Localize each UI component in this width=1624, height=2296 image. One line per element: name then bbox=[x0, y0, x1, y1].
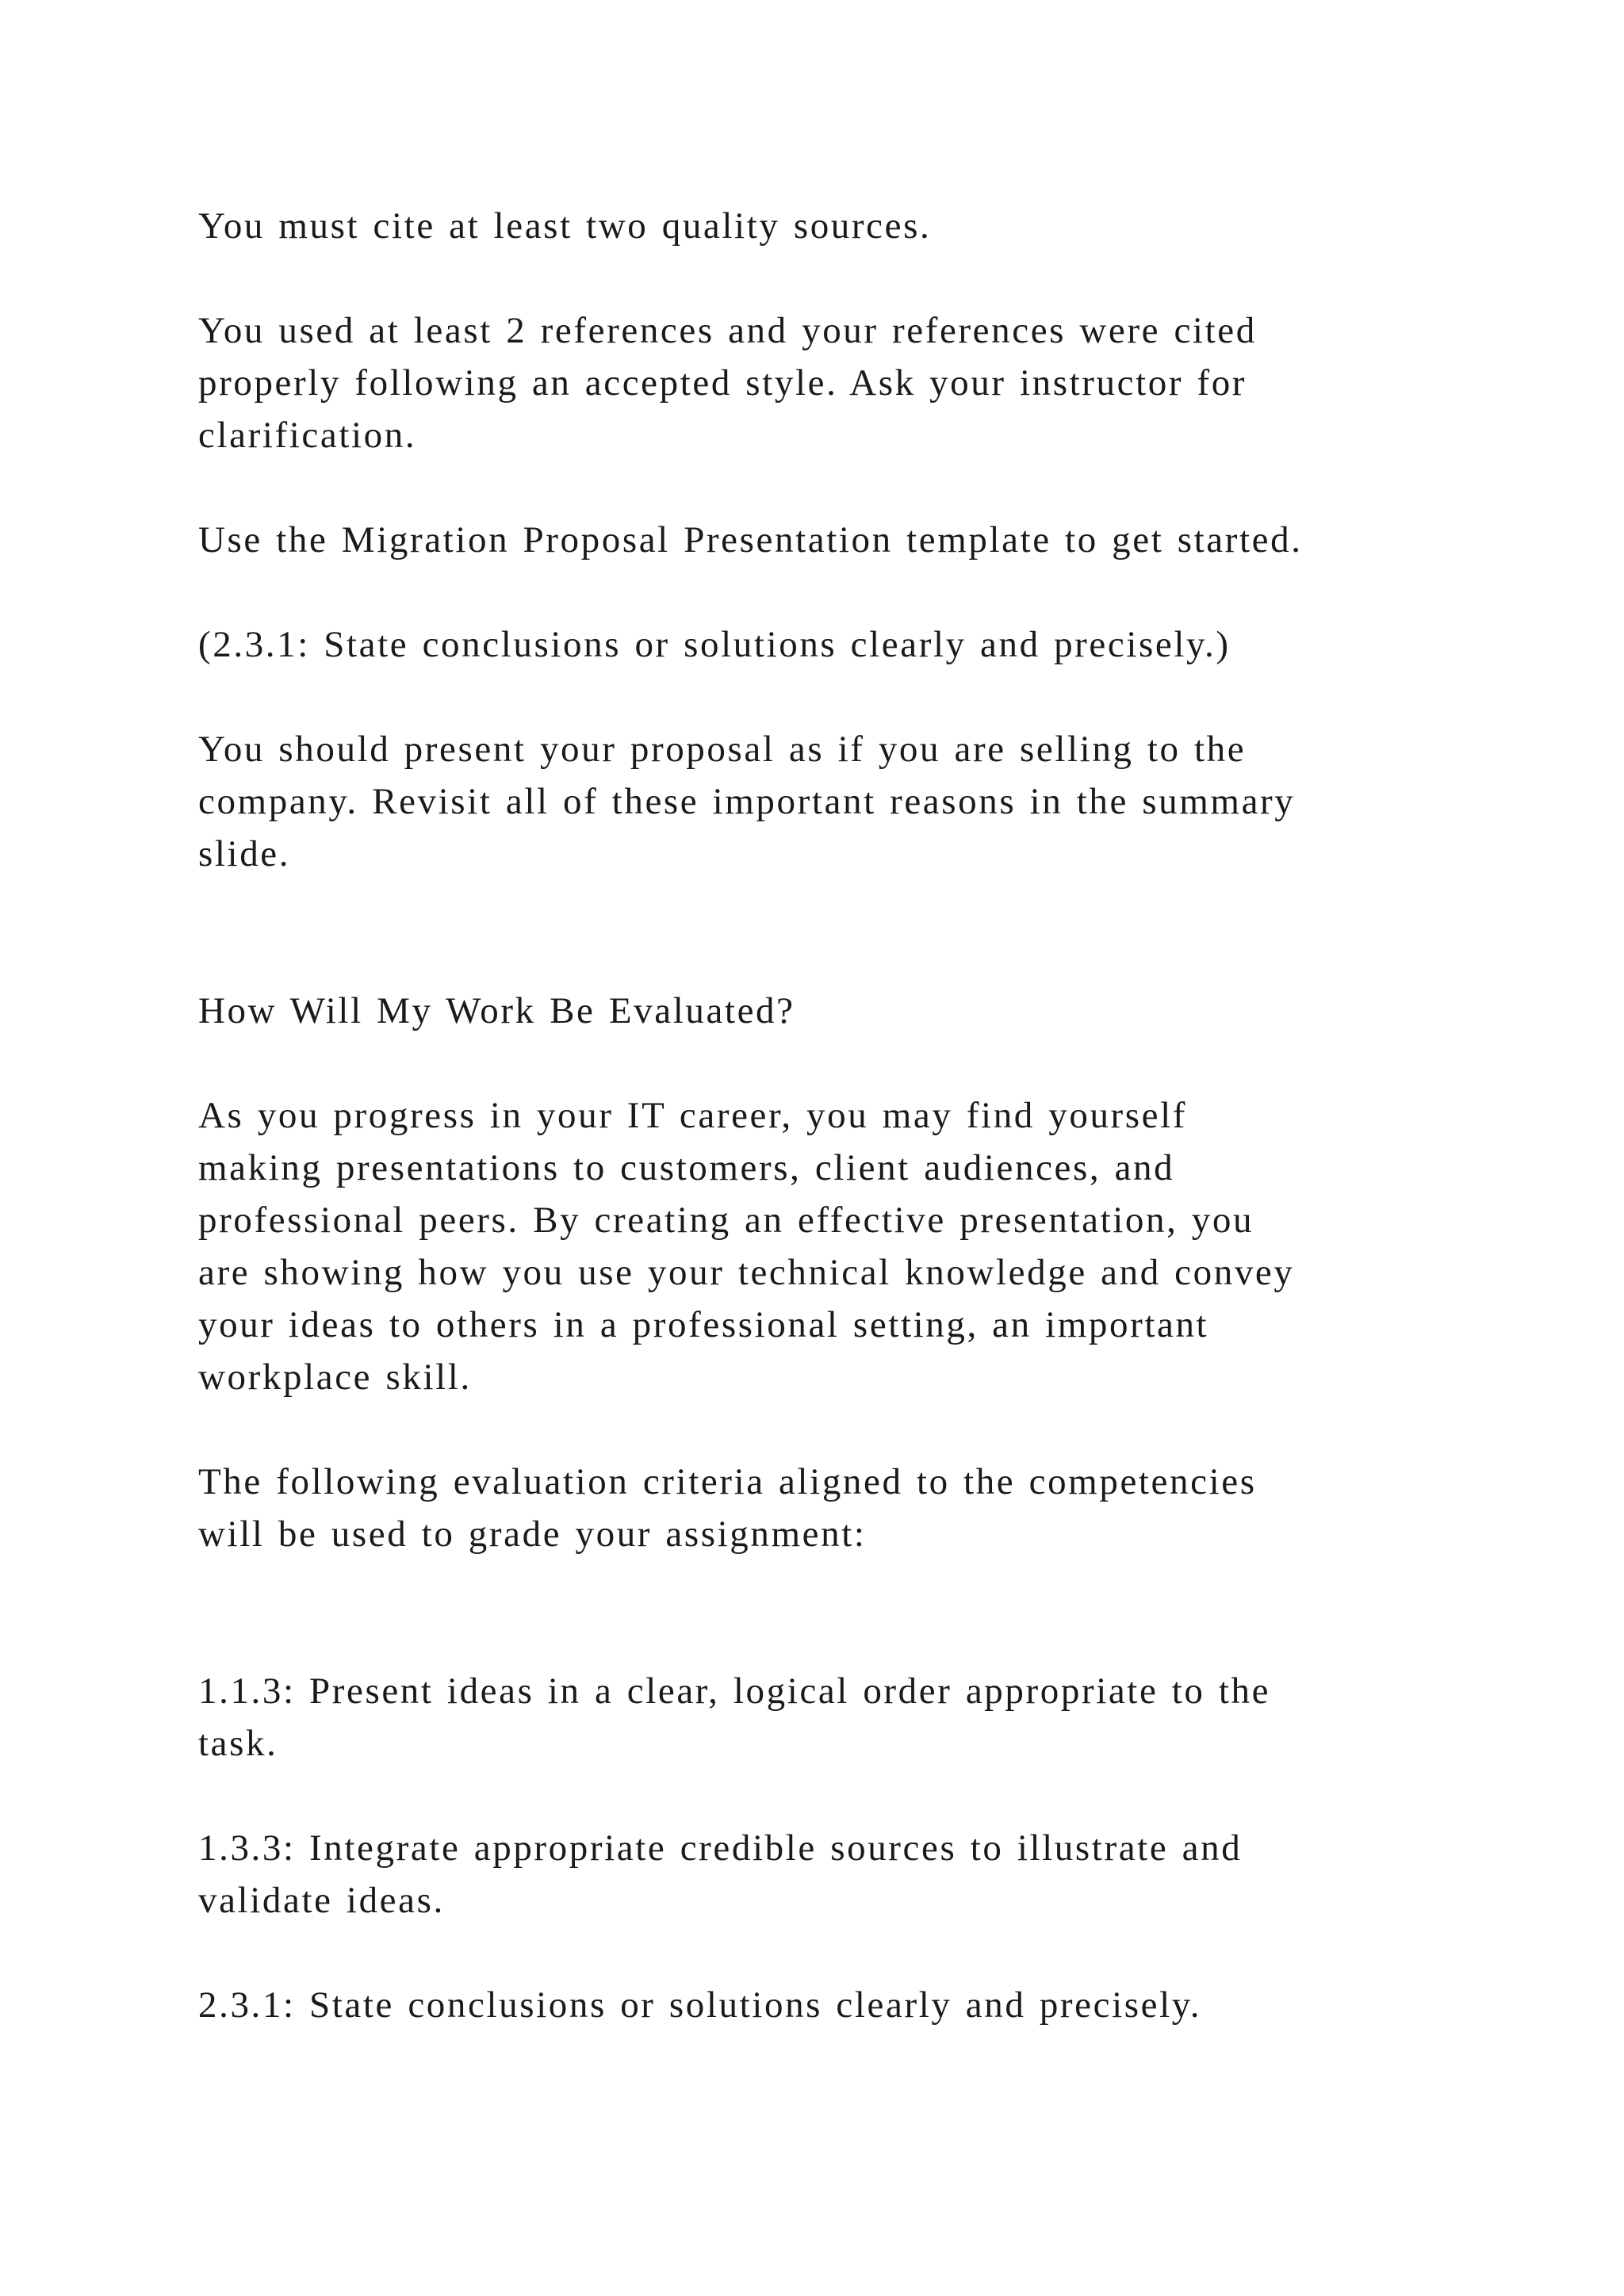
paragraph-evaluation-criteria: The following evaluation criteria aligned to the competencies will be used to grade your assignment: bbox=[198, 1461, 1257, 1555]
paragraph-references: You used at least 2 references and your references were cited properly following an accepted style. Ask your instructor for clarification. bbox=[198, 310, 1257, 456]
paragraph-competency-note: (2.3.1: State conclusions or solutions clearly and precisely.) bbox=[198, 624, 1231, 665]
criterion-1-3-3: 1.3.3: Integrate appropriate credible sources to illustrate and validate ideas. bbox=[198, 1827, 1243, 1921]
paragraph-it-career: As you progress in your IT career, you may find yourself making presentations to customers, client audiences, and professional peers. By creating an effective presentation, you are showing how you use your technical knowledge and convey your ideas to others in a professional setting, an important workplace skill. bbox=[198, 1095, 1295, 1398]
paragraph-present-proposal: You should present your proposal as if you are selling to the company. Revisit all of these important reasons in the summary slide. bbox=[198, 729, 1296, 874]
paragraph-template: Use the Migration Proposal Presentation template to get started. bbox=[198, 519, 1303, 561]
criterion-2-3-1: 2.3.1: State conclusions or solutions clearly and precisely. bbox=[198, 1984, 1202, 2026]
paragraph-cite-sources: You must cite at least two quality sources. bbox=[198, 205, 932, 247]
criterion-1-1-3: 1.1.3: Present ideas in a clear, logical order appropriate to the task. bbox=[198, 1670, 1271, 1764]
section-heading-evaluation: How Will My Work Be Evaluated? bbox=[198, 990, 795, 1031]
